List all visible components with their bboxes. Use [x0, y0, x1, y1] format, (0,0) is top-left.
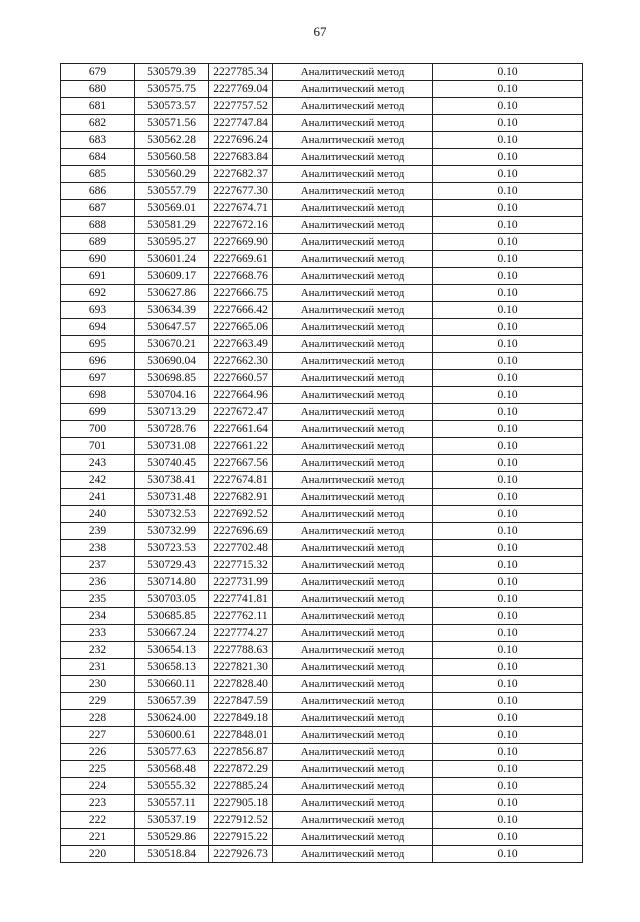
- point-number-cell: 236: [61, 574, 135, 591]
- y-coordinate-cell: 2227665.06: [209, 319, 273, 336]
- x-coordinate-cell: 530555.32: [135, 778, 209, 795]
- accuracy-cell: 0.10: [433, 268, 583, 285]
- accuracy-cell: 0.10: [433, 302, 583, 319]
- table-row: [61, 387, 583, 404]
- point-number-cell: 239: [61, 523, 135, 540]
- point-number-cell: 230: [61, 676, 135, 693]
- method-cell: Аналитический метод: [273, 217, 433, 234]
- y-coordinate-cell: 2227692.52: [209, 506, 273, 523]
- accuracy-cell: 0.10: [433, 336, 583, 353]
- table-row: [61, 302, 583, 319]
- method-cell: Аналитический метод: [273, 557, 433, 574]
- point-number-cell: 695: [61, 336, 135, 353]
- y-coordinate-cell: 2227672.16: [209, 217, 273, 234]
- method-cell: Аналитический метод: [273, 387, 433, 404]
- accuracy-cell: 0.10: [433, 183, 583, 200]
- table-row: [61, 540, 583, 557]
- x-coordinate-cell: 530600.61: [135, 727, 209, 744]
- table-row: [61, 727, 583, 744]
- accuracy-cell: 0.10: [433, 540, 583, 557]
- method-cell: Аналитический метод: [273, 285, 433, 302]
- y-coordinate-cell: 2227661.22: [209, 438, 273, 455]
- y-coordinate-cell: 2227885.24: [209, 778, 273, 795]
- accuracy-cell: 0.10: [433, 676, 583, 693]
- y-coordinate-cell: 2227848.01: [209, 727, 273, 744]
- accuracy-cell: 0.10: [433, 404, 583, 421]
- coordinates-table-body: [61, 64, 583, 863]
- point-number-cell: 225: [61, 761, 135, 778]
- x-coordinate-cell: 530537.19: [135, 812, 209, 829]
- point-number-cell: 235: [61, 591, 135, 608]
- y-coordinate-cell: 2227674.71: [209, 200, 273, 217]
- table-row: [61, 557, 583, 574]
- point-number-cell: 681: [61, 98, 135, 115]
- table-row: [61, 268, 583, 285]
- accuracy-cell: 0.10: [433, 455, 583, 472]
- x-coordinate-cell: 530731.48: [135, 489, 209, 506]
- y-coordinate-cell: 2227672.47: [209, 404, 273, 421]
- table-row: [61, 506, 583, 523]
- point-number-cell: 698: [61, 387, 135, 404]
- x-coordinate-cell: 530703.05: [135, 591, 209, 608]
- accuracy-cell: 0.10: [433, 217, 583, 234]
- y-coordinate-cell: 2227696.69: [209, 523, 273, 540]
- accuracy-cell: 0.10: [433, 200, 583, 217]
- point-number-cell: 242: [61, 472, 135, 489]
- accuracy-cell: 0.10: [433, 693, 583, 710]
- accuracy-cell: 0.10: [433, 234, 583, 251]
- table-row: [61, 115, 583, 132]
- accuracy-cell: 0.10: [433, 472, 583, 489]
- x-coordinate-cell: 530568.48: [135, 761, 209, 778]
- x-coordinate-cell: 530685.85: [135, 608, 209, 625]
- point-number-cell: 233: [61, 625, 135, 642]
- point-number-cell: 232: [61, 642, 135, 659]
- table-row: [61, 846, 583, 863]
- method-cell: Аналитический метод: [273, 166, 433, 183]
- y-coordinate-cell: 2227785.34: [209, 64, 273, 81]
- x-coordinate-cell: 530704.16: [135, 387, 209, 404]
- point-number-cell: 701: [61, 438, 135, 455]
- x-coordinate-cell: 530690.04: [135, 353, 209, 370]
- accuracy-cell: 0.10: [433, 710, 583, 727]
- point-number-cell: 690: [61, 251, 135, 268]
- method-cell: Аналитический метод: [273, 625, 433, 642]
- x-coordinate-cell: 530723.53: [135, 540, 209, 557]
- point-number-cell: 692: [61, 285, 135, 302]
- x-coordinate-cell: 530654.13: [135, 642, 209, 659]
- method-cell: Аналитический метод: [273, 200, 433, 217]
- table-row: [61, 217, 583, 234]
- y-coordinate-cell: 2227847.59: [209, 693, 273, 710]
- y-coordinate-cell: 2227682.91: [209, 489, 273, 506]
- method-cell: Аналитический метод: [273, 64, 433, 81]
- point-number-cell: 684: [61, 149, 135, 166]
- table-row: [61, 81, 583, 98]
- accuracy-cell: 0.10: [433, 115, 583, 132]
- point-number-cell: 686: [61, 183, 135, 200]
- method-cell: Аналитический метод: [273, 829, 433, 846]
- accuracy-cell: 0.10: [433, 523, 583, 540]
- table-row: [61, 795, 583, 812]
- method-cell: Аналитический метод: [273, 472, 433, 489]
- x-coordinate-cell: 530573.57: [135, 98, 209, 115]
- accuracy-cell: 0.10: [433, 659, 583, 676]
- x-coordinate-cell: 530732.99: [135, 523, 209, 540]
- point-number-cell: 685: [61, 166, 135, 183]
- y-coordinate-cell: 2227666.75: [209, 285, 273, 302]
- accuracy-cell: 0.10: [433, 795, 583, 812]
- table-row: [61, 761, 583, 778]
- method-cell: Аналитический метод: [273, 574, 433, 591]
- y-coordinate-cell: 2227926.73: [209, 846, 273, 863]
- x-coordinate-cell: 530667.24: [135, 625, 209, 642]
- accuracy-cell: 0.10: [433, 421, 583, 438]
- x-coordinate-cell: 530562.28: [135, 132, 209, 149]
- table-row: [61, 353, 583, 370]
- method-cell: Аналитический метод: [273, 438, 433, 455]
- method-cell: Аналитический метод: [273, 727, 433, 744]
- accuracy-cell: 0.10: [433, 761, 583, 778]
- method-cell: Аналитический метод: [273, 523, 433, 540]
- accuracy-cell: 0.10: [433, 727, 583, 744]
- y-coordinate-cell: 2227674.81: [209, 472, 273, 489]
- table-row: [61, 489, 583, 506]
- point-number-cell: 226: [61, 744, 135, 761]
- point-number-cell: 224: [61, 778, 135, 795]
- y-coordinate-cell: 2227677.30: [209, 183, 273, 200]
- method-cell: Аналитический метод: [273, 149, 433, 166]
- point-number-cell: 227: [61, 727, 135, 744]
- y-coordinate-cell: 2227696.24: [209, 132, 273, 149]
- table-row: [61, 676, 583, 693]
- y-coordinate-cell: 2227666.42: [209, 302, 273, 319]
- table-row: [61, 319, 583, 336]
- method-cell: Аналитический метод: [273, 693, 433, 710]
- x-coordinate-cell: 530729.43: [135, 557, 209, 574]
- point-number-cell: 693: [61, 302, 135, 319]
- method-cell: Аналитический метод: [273, 489, 433, 506]
- table-row: [61, 336, 583, 353]
- x-coordinate-cell: 530647.57: [135, 319, 209, 336]
- y-coordinate-cell: 2227774.27: [209, 625, 273, 642]
- accuracy-cell: 0.10: [433, 64, 583, 81]
- table-row: [61, 523, 583, 540]
- point-number-cell: 700: [61, 421, 135, 438]
- x-coordinate-cell: 530627.86: [135, 285, 209, 302]
- point-number-cell: 683: [61, 132, 135, 149]
- table-row: [61, 370, 583, 387]
- table-row: [61, 829, 583, 846]
- point-number-cell: 234: [61, 608, 135, 625]
- x-coordinate-cell: 530569.01: [135, 200, 209, 217]
- point-number-cell: 687: [61, 200, 135, 217]
- method-cell: Аналитический метод: [273, 676, 433, 693]
- table-row: [61, 132, 583, 149]
- method-cell: Аналитический метод: [273, 81, 433, 98]
- y-coordinate-cell: 2227664.96: [209, 387, 273, 404]
- y-coordinate-cell: 2227683.84: [209, 149, 273, 166]
- point-number-cell: 694: [61, 319, 135, 336]
- point-number-cell: 682: [61, 115, 135, 132]
- page-number: 67: [313, 24, 327, 39]
- y-coordinate-cell: 2227905.18: [209, 795, 273, 812]
- y-coordinate-cell: 2227762.11: [209, 608, 273, 625]
- method-cell: Аналитический метод: [273, 404, 433, 421]
- x-coordinate-cell: 530601.24: [135, 251, 209, 268]
- accuracy-cell: 0.10: [433, 574, 583, 591]
- table-row: [61, 421, 583, 438]
- accuracy-cell: 0.10: [433, 319, 583, 336]
- x-coordinate-cell: 530732.53: [135, 506, 209, 523]
- method-cell: Аналитический метод: [273, 132, 433, 149]
- table-row: [61, 98, 583, 115]
- table-row: [61, 710, 583, 727]
- x-coordinate-cell: 530698.85: [135, 370, 209, 387]
- x-coordinate-cell: 530658.13: [135, 659, 209, 676]
- x-coordinate-cell: 530728.76: [135, 421, 209, 438]
- method-cell: Аналитический метод: [273, 846, 433, 863]
- point-number-cell: 222: [61, 812, 135, 829]
- x-coordinate-cell: 530557.11: [135, 795, 209, 812]
- x-coordinate-cell: 530579.39: [135, 64, 209, 81]
- x-coordinate-cell: 530595.27: [135, 234, 209, 251]
- table-row: [61, 574, 583, 591]
- method-cell: Аналитический метод: [273, 302, 433, 319]
- y-coordinate-cell: 2227872.29: [209, 761, 273, 778]
- table-row: [61, 251, 583, 268]
- table-row: [61, 778, 583, 795]
- x-coordinate-cell: 530581.29: [135, 217, 209, 234]
- y-coordinate-cell: 2227668.76: [209, 268, 273, 285]
- accuracy-cell: 0.10: [433, 98, 583, 115]
- y-coordinate-cell: 2227757.52: [209, 98, 273, 115]
- point-number-cell: 223: [61, 795, 135, 812]
- table-row: [61, 149, 583, 166]
- point-number-cell: 699: [61, 404, 135, 421]
- method-cell: Аналитический метод: [273, 234, 433, 251]
- y-coordinate-cell: 2227915.22: [209, 829, 273, 846]
- table-row: [61, 438, 583, 455]
- x-coordinate-cell: 530731.08: [135, 438, 209, 455]
- x-coordinate-cell: 530560.29: [135, 166, 209, 183]
- point-number-cell: 688: [61, 217, 135, 234]
- table-row: [61, 285, 583, 302]
- x-coordinate-cell: 530714.80: [135, 574, 209, 591]
- y-coordinate-cell: 2227702.48: [209, 540, 273, 557]
- table-row: [61, 200, 583, 217]
- point-number-cell: 697: [61, 370, 135, 387]
- table-row: [61, 472, 583, 489]
- method-cell: Аналитический метод: [273, 608, 433, 625]
- x-coordinate-cell: 530657.39: [135, 693, 209, 710]
- table-row: [61, 744, 583, 761]
- method-cell: Аналитический метод: [273, 251, 433, 268]
- y-coordinate-cell: 2227669.61: [209, 251, 273, 268]
- method-cell: Аналитический метод: [273, 659, 433, 676]
- method-cell: Аналитический метод: [273, 506, 433, 523]
- method-cell: Аналитический метод: [273, 710, 433, 727]
- accuracy-cell: 0.10: [433, 132, 583, 149]
- method-cell: Аналитический метод: [273, 744, 433, 761]
- method-cell: Аналитический метод: [273, 336, 433, 353]
- point-number-cell: 228: [61, 710, 135, 727]
- x-coordinate-cell: 530575.75: [135, 81, 209, 98]
- accuracy-cell: 0.10: [433, 370, 583, 387]
- x-coordinate-cell: 530518.84: [135, 846, 209, 863]
- y-coordinate-cell: 2227667.56: [209, 455, 273, 472]
- point-number-cell: 696: [61, 353, 135, 370]
- method-cell: Аналитический метод: [273, 319, 433, 336]
- table-row: [61, 608, 583, 625]
- table-row: [61, 455, 583, 472]
- y-coordinate-cell: 2227715.32: [209, 557, 273, 574]
- table-row: [61, 591, 583, 608]
- table-row: [61, 812, 583, 829]
- accuracy-cell: 0.10: [433, 149, 583, 166]
- point-number-cell: 680: [61, 81, 135, 98]
- method-cell: Аналитический метод: [273, 795, 433, 812]
- table-row: [61, 659, 583, 676]
- y-coordinate-cell: 2227747.84: [209, 115, 273, 132]
- y-coordinate-cell: 2227682.37: [209, 166, 273, 183]
- point-number-cell: 221: [61, 829, 135, 846]
- y-coordinate-cell: 2227821.30: [209, 659, 273, 676]
- accuracy-cell: 0.10: [433, 744, 583, 761]
- table-row: [61, 166, 583, 183]
- point-number-cell: 238: [61, 540, 135, 557]
- accuracy-cell: 0.10: [433, 557, 583, 574]
- accuracy-cell: 0.10: [433, 489, 583, 506]
- x-coordinate-cell: 530634.39: [135, 302, 209, 319]
- accuracy-cell: 0.10: [433, 387, 583, 404]
- method-cell: Аналитический метод: [273, 812, 433, 829]
- table-row: [61, 625, 583, 642]
- table-row: [61, 693, 583, 710]
- y-coordinate-cell: 2227669.90: [209, 234, 273, 251]
- y-coordinate-cell: 2227662.30: [209, 353, 273, 370]
- x-coordinate-cell: 530571.56: [135, 115, 209, 132]
- point-number-cell: 237: [61, 557, 135, 574]
- x-coordinate-cell: 530560.58: [135, 149, 209, 166]
- x-coordinate-cell: 530529.86: [135, 829, 209, 846]
- x-coordinate-cell: 530624.00: [135, 710, 209, 727]
- accuracy-cell: 0.10: [433, 812, 583, 829]
- accuracy-cell: 0.10: [433, 642, 583, 659]
- y-coordinate-cell: 2227731.99: [209, 574, 273, 591]
- method-cell: Аналитический метод: [273, 642, 433, 659]
- accuracy-cell: 0.10: [433, 846, 583, 863]
- y-coordinate-cell: 2227661.64: [209, 421, 273, 438]
- x-coordinate-cell: 530577.63: [135, 744, 209, 761]
- accuracy-cell: 0.10: [433, 438, 583, 455]
- y-coordinate-cell: 2227660.57: [209, 370, 273, 387]
- x-coordinate-cell: 530557.79: [135, 183, 209, 200]
- table-row: [61, 183, 583, 200]
- accuracy-cell: 0.10: [433, 353, 583, 370]
- coordinates-table: [60, 63, 583, 863]
- x-coordinate-cell: 530738.41: [135, 472, 209, 489]
- method-cell: Аналитический метод: [273, 421, 433, 438]
- method-cell: Аналитический метод: [273, 268, 433, 285]
- accuracy-cell: 0.10: [433, 285, 583, 302]
- method-cell: Аналитический метод: [273, 761, 433, 778]
- y-coordinate-cell: 2227856.87: [209, 744, 273, 761]
- method-cell: Аналитический метод: [273, 778, 433, 795]
- point-number-cell: 229: [61, 693, 135, 710]
- table-row: [61, 64, 583, 81]
- method-cell: Аналитический метод: [273, 455, 433, 472]
- accuracy-cell: 0.10: [433, 829, 583, 846]
- y-coordinate-cell: 2227849.18: [209, 710, 273, 727]
- x-coordinate-cell: 530609.17: [135, 268, 209, 285]
- accuracy-cell: 0.10: [433, 506, 583, 523]
- y-coordinate-cell: 2227788.63: [209, 642, 273, 659]
- table-row: [61, 642, 583, 659]
- point-number-cell: 241: [61, 489, 135, 506]
- y-coordinate-cell: 2227663.49: [209, 336, 273, 353]
- y-coordinate-cell: 2227828.40: [209, 676, 273, 693]
- point-number-cell: 689: [61, 234, 135, 251]
- method-cell: Аналитический метод: [273, 591, 433, 608]
- point-number-cell: 691: [61, 268, 135, 285]
- point-number-cell: 679: [61, 64, 135, 81]
- accuracy-cell: 0.10: [433, 591, 583, 608]
- table-row: [61, 234, 583, 251]
- accuracy-cell: 0.10: [433, 625, 583, 642]
- point-number-cell: 220: [61, 846, 135, 863]
- method-cell: Аналитический метод: [273, 353, 433, 370]
- accuracy-cell: 0.10: [433, 81, 583, 98]
- method-cell: Аналитический метод: [273, 98, 433, 115]
- point-number-cell: 231: [61, 659, 135, 676]
- point-number-cell: 240: [61, 506, 135, 523]
- accuracy-cell: 0.10: [433, 251, 583, 268]
- table-row: [61, 404, 583, 421]
- accuracy-cell: 0.10: [433, 608, 583, 625]
- x-coordinate-cell: 530670.21: [135, 336, 209, 353]
- x-coordinate-cell: 530660.11: [135, 676, 209, 693]
- accuracy-cell: 0.10: [433, 778, 583, 795]
- method-cell: Аналитический метод: [273, 540, 433, 557]
- point-number-cell: 243: [61, 455, 135, 472]
- x-coordinate-cell: 530740.45: [135, 455, 209, 472]
- method-cell: Аналитический метод: [273, 183, 433, 200]
- y-coordinate-cell: 2227912.52: [209, 812, 273, 829]
- y-coordinate-cell: 2227769.04: [209, 81, 273, 98]
- method-cell: Аналитический метод: [273, 370, 433, 387]
- x-coordinate-cell: 530713.29: [135, 404, 209, 421]
- accuracy-cell: 0.10: [433, 166, 583, 183]
- y-coordinate-cell: 2227741.81: [209, 591, 273, 608]
- method-cell: Аналитический метод: [273, 115, 433, 132]
